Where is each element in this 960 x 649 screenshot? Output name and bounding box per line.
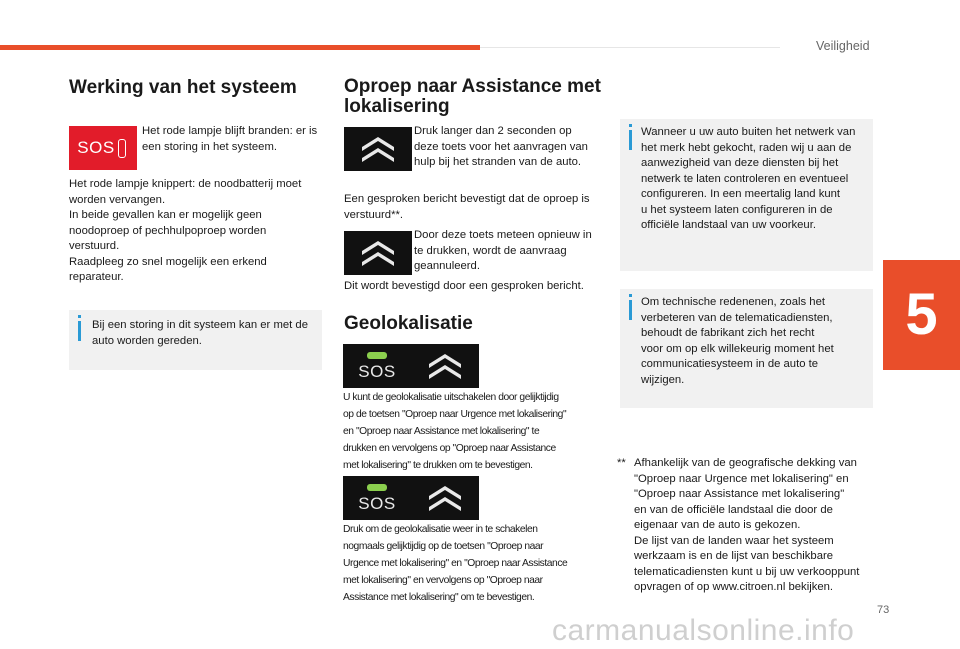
citroen-chevron-icon [358, 237, 398, 269]
info-icon [78, 315, 81, 318]
info-bar [78, 321, 81, 341]
info-text: Bij een storing in dit systeem kan er met de auto worden gereden. [92, 319, 308, 347]
sos-button [343, 344, 411, 388]
info-box-network [620, 119, 873, 271]
geo-indicator-icon [367, 484, 387, 491]
info-text: Om technische redenenen, zoals het verbeteren van de telematicadiensten, behoudt de fabrikant zich het recht voor om op elk willekeurig moment het communicatiesysteem in de auto te wijzigen. [641, 296, 834, 386]
header-accent-bar [0, 45, 480, 50]
header-divider [480, 47, 780, 48]
watermark: carmanualsonline.info [552, 614, 855, 647]
warning-lamp-icon [118, 139, 126, 158]
geo-indicator-icon [367, 352, 387, 359]
citroen-chevron-icon [425, 482, 465, 514]
chapter-tab: 5 [883, 260, 960, 370]
citroen-chevron-icon [358, 133, 398, 165]
info-bar [629, 130, 632, 150]
battery-paragraph: Het rode lampje knippert: de noodbatterij moet worden vervangen. In beide gevallen kan er mogelijk geen noodoproep of pechhulpoproep worden verstuurd. Raadpleeg zo snel mogelijk een erkend reparateur. [69, 178, 302, 283]
heading-oproep-assistance: Oproep naar Assistance met lokalisering [344, 76, 601, 117]
page-number: 73 [877, 604, 890, 616]
geo-on-text: Druk om de geolokalisatie weer in te schakelen nogmaals gelijktijdig op de toetsen "Oproep naar Urgence met lokalisering" en "Oproep naar Assistance met lokalisering" en vervolgens op "Oproep naar Assistance met lokalisering" om te bevestigen. [343, 524, 568, 603]
geo-off-text: U kunt de geolokalisatie uitschakelen door gelijktijdig op de toetsen "Oproep naar Urgence met lokalisering" en "Oproep naar Assistance met lokalisering" te drukken en vervolgens op "Oproep naar Assistance met lokalisering" te drukken om te bevestigen. [343, 392, 567, 471]
info-icon [629, 294, 632, 297]
info-bar [629, 300, 632, 320]
footnote-text: Afhankelijk van de geografische dekking van "Oproep naar Urgence met lokalisering" en "Oproep naar Assistance met lokalisering" en van de officiële landstaal die door de eigenaar van de auto is gekozen. De lijst van de landen waar het systeem werkzaam is en de lijst van beschikbare telematicadiensten kunt u bij uw verkooppunt opvragen of op www.citroen.nl bekijken. [634, 457, 860, 593]
red-lamp-text: Het rode lampje blijft branden: er is een storing in het systeem. [142, 125, 318, 153]
cancel-confirm-text: Dit wordt bevestigd door een gesproken bericht. [344, 280, 584, 292]
section-title: Veiligheid [816, 39, 870, 53]
heading-werking: Werking van het systeem [69, 77, 297, 98]
confirm-text: Een gesproken bericht bevestigt dat de oproep is verstuurd**. [344, 193, 590, 221]
info-box-storing [69, 310, 322, 370]
geo-button-pair-on [343, 476, 479, 520]
sos-label: SOS [358, 362, 396, 381]
citroen-chevron-icon [425, 350, 465, 382]
footnote-marker: ** [617, 457, 626, 469]
info-box-technical [620, 289, 873, 408]
sos-button-red-lamp [69, 126, 137, 170]
assistance-button-cancel [344, 231, 412, 275]
sos-label: SOS [358, 494, 396, 513]
press-text: Druk langer dan 2 seconden op deze toets voor het aanvragen van hulp bij het stranden van de auto. [414, 125, 588, 168]
assistance-button [411, 344, 479, 388]
sos-button [343, 476, 411, 520]
assistance-button [344, 127, 412, 171]
sos-label: SOS [77, 138, 115, 157]
geo-button-pair-off [343, 344, 479, 388]
info-text: Wanneer u uw auto buiten het netwerk van het merk hebt gekocht, raden wij u aan de aanwezigheid van deze diensten bij het netwerk te laten controleren en eventueel configureren. In een meertalig land kunt u het systeem laten configureren in de officiële landstaal van uw voorkeur. [641, 126, 856, 231]
heading-geolokalisatie: Geolokalisatie [344, 313, 473, 334]
cancel-text: Door deze toets meteen opnieuw in te drukken, wordt de aanvraag geannuleerd. [414, 229, 592, 272]
assistance-button [411, 476, 479, 520]
info-icon [629, 124, 632, 127]
